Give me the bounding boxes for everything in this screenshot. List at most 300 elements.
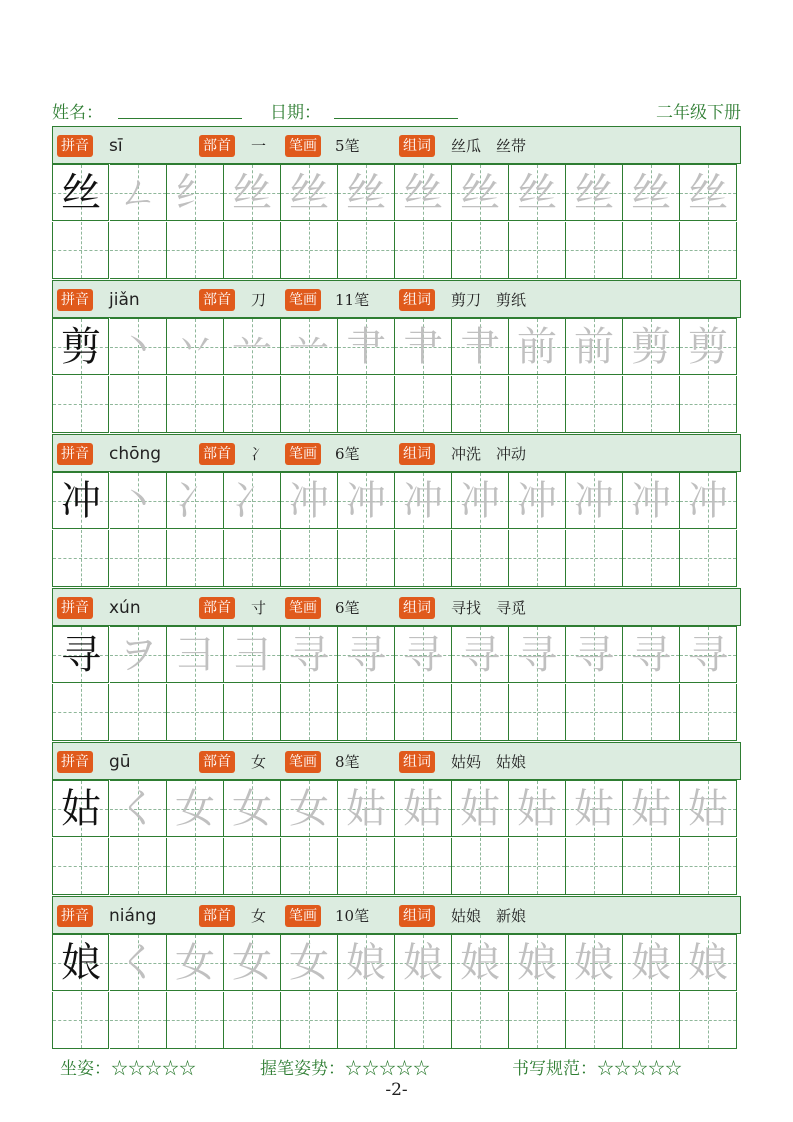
tian-grid-cell	[167, 780, 224, 837]
guide-line-vertical	[195, 222, 196, 278]
words-value: 丝瓜 丝带	[451, 137, 527, 155]
stroke-order-trace: 娘	[574, 940, 614, 986]
tian-grid-cell	[452, 164, 509, 221]
guide-line-vertical	[423, 222, 424, 278]
guide-line-vertical	[309, 376, 310, 432]
guide-line-vertical	[366, 684, 367, 740]
guide-line-vertical	[138, 684, 139, 740]
tian-grid-cell[interactable]	[281, 530, 338, 587]
tian-grid-cell	[566, 318, 623, 375]
tian-grid-cell	[509, 934, 566, 991]
tian-grid-cell[interactable]	[167, 992, 224, 1049]
model-character: 冲	[61, 478, 101, 524]
pinyin-tag: 拼音	[57, 751, 93, 773]
guide-line-vertical	[423, 530, 424, 586]
tian-grid-cell[interactable]	[281, 838, 338, 895]
character-info-bar	[52, 896, 741, 934]
tian-grid-cell[interactable]	[395, 530, 452, 587]
guide-line-vertical	[138, 838, 139, 894]
radical-tag: 部首	[199, 597, 235, 619]
model-character: 娘	[61, 940, 101, 986]
tian-grid-cell[interactable]	[623, 838, 680, 895]
radical-tag: 部首	[199, 905, 235, 927]
guide-line-vertical	[252, 838, 253, 894]
guide-line-vertical	[195, 838, 196, 894]
tian-grid-cell	[167, 164, 224, 221]
stroke-order-trace: 彐	[175, 632, 215, 678]
tian-grid-cell	[52, 164, 109, 221]
guide-line-vertical	[195, 530, 196, 586]
tian-grid-cell	[395, 164, 452, 221]
tian-grid-cell[interactable]	[224, 376, 281, 433]
tian-grid-cell	[509, 780, 566, 837]
stroke-order-trace: 纟	[175, 170, 215, 216]
stroke-order-trace: 丝	[631, 170, 671, 216]
radical-value: 寸	[251, 599, 267, 617]
stroke-order-trace: 肀	[460, 324, 500, 370]
strokes-tag: 笔画	[285, 597, 321, 619]
tian-grid-cell[interactable]	[623, 992, 680, 1049]
tian-grid-cell	[338, 472, 395, 529]
stroke-order-trace: 寻	[460, 632, 500, 678]
guide-line-vertical	[537, 992, 538, 1048]
tian-grid-cell	[566, 934, 623, 991]
tian-grid-cell	[110, 780, 167, 837]
tian-grid-cell	[224, 472, 281, 529]
tian-grid-cell	[167, 934, 224, 991]
tian-grid-cell[interactable]	[395, 992, 452, 1049]
tian-grid-cell[interactable]	[452, 530, 509, 587]
tian-grid-cell	[452, 626, 509, 683]
tian-grid-cell[interactable]	[395, 376, 452, 433]
worksheet-header	[52, 96, 741, 122]
radical-value: 冫	[251, 445, 267, 463]
name-blank[interactable]	[118, 118, 242, 119]
tian-grid-cell	[680, 626, 737, 683]
stroke-order-trace: 前	[574, 324, 614, 370]
tian-grid-cell[interactable]	[566, 222, 623, 279]
tian-grid-cell[interactable]	[52, 530, 109, 587]
strokes-value: 5笔	[335, 137, 360, 155]
tian-grid-cell[interactable]	[680, 838, 737, 895]
writing-grid	[52, 472, 741, 587]
tian-grid-cell[interactable]	[52, 992, 109, 1049]
tian-grid-cell[interactable]	[281, 684, 338, 741]
character-block	[52, 126, 741, 280]
stroke-order-trace: 女	[289, 940, 329, 986]
tian-grid-cell[interactable]	[52, 222, 109, 279]
guide-line-vertical	[480, 838, 481, 894]
strokes-value: 6笔	[335, 599, 360, 617]
guide-line-vertical	[423, 376, 424, 432]
stroke-order-trace: 寻	[517, 632, 557, 678]
tian-grid-cell	[509, 164, 566, 221]
stroke-order-trace: 女	[232, 786, 272, 832]
tian-grid-cell[interactable]	[167, 838, 224, 895]
stroke-order-trace: 姑	[517, 786, 557, 832]
guide-line-vertical	[309, 530, 310, 586]
practice-sheet	[52, 126, 741, 1046]
tian-grid-cell[interactable]	[623, 222, 680, 279]
strokes-value: 8笔	[335, 753, 360, 771]
strokes-value: 10笔	[335, 907, 370, 925]
strokes-value: 6笔	[335, 445, 360, 463]
tian-grid-cell	[623, 934, 680, 991]
tian-grid-cell	[452, 780, 509, 837]
guide-line-vertical	[195, 992, 196, 1048]
tian-grid-cell[interactable]	[566, 684, 623, 741]
guide-line-vertical	[252, 992, 253, 1048]
stroke-order-trace: 丶	[118, 324, 158, 370]
tian-grid-cell[interactable]	[338, 222, 395, 279]
stroke-order-trace: 肀	[346, 324, 386, 370]
stroke-order-trace: 娘	[460, 940, 500, 986]
stroke-order-trace: 丝	[517, 170, 557, 216]
stroke-order-trace: 娘	[346, 940, 386, 986]
character-info-bar	[52, 126, 741, 164]
character-block	[52, 588, 741, 742]
grade-label: 二年级下册	[656, 103, 741, 123]
guide-line-vertical	[480, 992, 481, 1048]
stroke-order-trace: ヲ	[118, 632, 158, 678]
tian-grid-cell[interactable]	[680, 222, 737, 279]
guide-line-vertical	[252, 376, 253, 432]
name-label: 姓名：	[52, 103, 103, 123]
tian-grid-cell[interactable]	[110, 376, 167, 433]
tian-grid-cell[interactable]	[509, 222, 566, 279]
tian-grid-cell	[338, 780, 395, 837]
guide-line-vertical	[651, 992, 652, 1048]
tian-grid-cell	[452, 472, 509, 529]
tian-grid-cell	[224, 164, 281, 221]
stroke-order-trace: 䒑	[289, 324, 329, 370]
guide-line-vertical	[81, 222, 82, 278]
tian-grid-cell	[224, 318, 281, 375]
tian-grid-cell	[566, 626, 623, 683]
date-blank[interactable]	[334, 118, 458, 119]
tian-grid-cell[interactable]	[167, 684, 224, 741]
tian-grid-cell[interactable]	[680, 992, 737, 1049]
pinyin-value: sī	[109, 136, 123, 156]
model-character: 姑	[61, 786, 101, 832]
guide-line-vertical	[195, 376, 196, 432]
words-tag: 组词	[399, 289, 435, 311]
tian-grid-cell[interactable]	[395, 222, 452, 279]
character-block	[52, 280, 741, 434]
tian-grid-cell[interactable]	[566, 376, 623, 433]
stroke-order-trace: 寻	[289, 632, 329, 678]
stroke-order-trace: 姑	[403, 786, 443, 832]
tian-grid-cell[interactable]	[167, 222, 224, 279]
pinyin-tag: 拼音	[57, 289, 93, 311]
tian-grid-cell	[509, 318, 566, 375]
tian-grid-cell[interactable]	[452, 684, 509, 741]
writing-grid	[52, 780, 741, 895]
guide-line-vertical	[537, 222, 538, 278]
tian-grid-cell[interactable]	[281, 222, 338, 279]
tian-grid-cell[interactable]	[338, 684, 395, 741]
tian-grid-cell[interactable]	[566, 992, 623, 1049]
guide-line-vertical	[480, 684, 481, 740]
radical-value: 女	[251, 753, 267, 771]
guide-line-vertical	[651, 684, 652, 740]
guide-line-vertical	[594, 992, 595, 1048]
tian-grid-cell[interactable]	[224, 684, 281, 741]
tian-grid-cell[interactable]	[167, 530, 224, 587]
tian-grid-cell	[680, 780, 737, 837]
tian-grid-cell	[680, 318, 737, 375]
stroke-order-trace: 女	[232, 940, 272, 986]
tian-grid-cell[interactable]	[52, 838, 109, 895]
tian-grid-cell[interactable]	[110, 530, 167, 587]
tian-grid-cell[interactable]	[680, 376, 737, 433]
tian-grid-cell[interactable]	[338, 992, 395, 1049]
model-character: 寻	[61, 632, 101, 678]
tian-grid-cell[interactable]	[509, 684, 566, 741]
tian-grid-cell[interactable]	[509, 376, 566, 433]
guide-line-vertical	[708, 530, 709, 586]
tian-grid-cell	[110, 934, 167, 991]
stroke-order-trace: 姑	[688, 786, 728, 832]
stroke-order-trace: 女	[175, 940, 215, 986]
tian-grid-cell	[167, 626, 224, 683]
guide-line-vertical	[81, 838, 82, 894]
tian-grid-cell[interactable]	[680, 684, 737, 741]
pinyin-value: gū	[109, 752, 131, 772]
tian-grid-cell[interactable]	[680, 530, 737, 587]
pinyin-tag: 拼音	[57, 135, 93, 157]
tian-grid-cell	[224, 626, 281, 683]
guide-line-vertical	[537, 530, 538, 586]
writing-rating: 书写规范：☆☆☆☆☆	[512, 1059, 682, 1079]
stroke-order-trace: 丝	[289, 170, 329, 216]
pinyin-value: xún	[109, 598, 141, 618]
guide-line-vertical	[366, 838, 367, 894]
tian-grid-cell	[281, 472, 338, 529]
tian-grid-cell	[52, 780, 109, 837]
radical-tag: 部首	[199, 751, 235, 773]
stroke-order-trace: 姑	[460, 786, 500, 832]
words-value: 剪刀 剪纸	[451, 291, 527, 309]
guide-line-vertical	[423, 838, 424, 894]
character-block	[52, 742, 741, 896]
tian-grid-cell	[52, 318, 109, 375]
stroke-order-trace: 娘	[688, 940, 728, 986]
tian-grid-cell[interactable]	[224, 222, 281, 279]
stroke-order-trace: 冲	[289, 478, 329, 524]
pinyin-value: chōng	[109, 444, 162, 464]
tian-grid-cell	[395, 318, 452, 375]
guide-line-vertical	[309, 684, 310, 740]
guide-line-vertical	[480, 376, 481, 432]
words-tag: 组词	[399, 135, 435, 157]
tian-grid-cell[interactable]	[509, 530, 566, 587]
stroke-order-trace: 娘	[403, 940, 443, 986]
strokes-tag: 笔画	[285, 751, 321, 773]
tian-grid-cell	[52, 472, 109, 529]
words-tag: 组词	[399, 751, 435, 773]
tian-grid-cell[interactable]	[224, 992, 281, 1049]
model-character: 丝	[61, 170, 101, 216]
strokes-tag: 笔画	[285, 289, 321, 311]
tian-grid-cell[interactable]	[224, 838, 281, 895]
sitting-rating: 坐姿：☆☆☆☆☆	[60, 1059, 196, 1079]
tian-grid-cell	[52, 934, 109, 991]
stroke-order-trace: 寻	[574, 632, 614, 678]
tian-grid-cell[interactable]	[452, 838, 509, 895]
tian-grid-cell	[110, 164, 167, 221]
stroke-order-trace: 前	[517, 324, 557, 370]
stroke-order-trace: 丝	[403, 170, 443, 216]
radical-tag: 部首	[199, 289, 235, 311]
tian-grid-cell[interactable]	[52, 684, 109, 741]
tian-grid-cell[interactable]	[623, 376, 680, 433]
tian-grid-cell[interactable]	[338, 376, 395, 433]
stroke-order-trace: 冫	[232, 478, 272, 524]
words-tag: 组词	[399, 905, 435, 927]
stroke-order-trace: 丷	[175, 324, 215, 370]
guide-line-vertical	[252, 222, 253, 278]
stroke-order-trace: 寻	[346, 632, 386, 678]
tian-grid-cell	[110, 626, 167, 683]
tian-grid-cell[interactable]	[395, 838, 452, 895]
guide-line-vertical	[537, 838, 538, 894]
tian-grid-cell[interactable]	[110, 222, 167, 279]
guide-line-vertical	[81, 684, 82, 740]
guide-line-vertical	[366, 376, 367, 432]
pinyin-tag: 拼音	[57, 597, 93, 619]
tian-grid-cell[interactable]	[224, 530, 281, 587]
stroke-order-trace: 女	[175, 786, 215, 832]
tian-grid-cell	[566, 164, 623, 221]
tian-grid-cell[interactable]	[110, 684, 167, 741]
tian-grid-cell	[509, 626, 566, 683]
tian-grid-cell[interactable]	[566, 838, 623, 895]
stroke-order-trace: 冫	[175, 478, 215, 524]
guide-line-vertical	[309, 992, 310, 1048]
guide-line-vertical	[708, 838, 709, 894]
stroke-order-trace: 丝	[574, 170, 614, 216]
radical-value: 一	[251, 137, 267, 155]
guide-line-vertical	[594, 530, 595, 586]
tian-grid-cell	[452, 318, 509, 375]
tian-grid-cell[interactable]	[623, 684, 680, 741]
guide-line-vertical	[81, 530, 82, 586]
tian-grid-cell	[338, 318, 395, 375]
tian-grid-cell	[52, 626, 109, 683]
tian-grid-cell[interactable]	[338, 838, 395, 895]
stroke-order-trace: 剪	[688, 324, 728, 370]
guide-line-vertical	[651, 376, 652, 432]
tian-grid-cell[interactable]	[452, 222, 509, 279]
tian-grid-cell[interactable]	[395, 684, 452, 741]
stroke-order-trace: 丝	[232, 170, 272, 216]
tian-grid-cell	[680, 934, 737, 991]
tian-grid-cell	[680, 164, 737, 221]
character-info-bar	[52, 280, 741, 318]
guide-line-vertical	[708, 684, 709, 740]
writing-grid	[52, 318, 741, 433]
stroke-order-trace: 丝	[346, 170, 386, 216]
stroke-order-trace: く	[118, 940, 158, 986]
words-value: 姑娘 新娘	[451, 907, 527, 925]
pinyin-value: jiǎn	[109, 290, 140, 310]
stroke-order-trace: 丝	[688, 170, 728, 216]
tian-grid-cell[interactable]	[281, 992, 338, 1049]
character-info-bar	[52, 742, 741, 780]
tian-grid-cell[interactable]	[338, 530, 395, 587]
self-evaluation-footer	[60, 1054, 740, 1080]
tian-grid-cell	[338, 164, 395, 221]
tian-grid-cell[interactable]	[167, 376, 224, 433]
guide-line-vertical	[480, 222, 481, 278]
guide-line-vertical	[81, 376, 82, 432]
guide-line-vertical	[252, 530, 253, 586]
pinyin-tag: 拼音	[57, 443, 93, 465]
guide-line-vertical	[537, 684, 538, 740]
tian-grid-cell	[167, 318, 224, 375]
guide-line-vertical	[252, 684, 253, 740]
tian-grid-cell	[224, 780, 281, 837]
stroke-order-trace: 寻	[403, 632, 443, 678]
guide-line-vertical	[708, 992, 709, 1048]
radical-tag: 部首	[199, 443, 235, 465]
guide-line-vertical	[366, 530, 367, 586]
tian-grid-cell[interactable]	[566, 530, 623, 587]
guide-line-vertical	[594, 684, 595, 740]
stroke-order-trace: 冲	[688, 478, 728, 524]
character-block	[52, 434, 741, 588]
stroke-order-trace: 姑	[346, 786, 386, 832]
tian-grid-cell	[167, 472, 224, 529]
tian-grid-cell[interactable]	[452, 992, 509, 1049]
guide-line-vertical	[138, 530, 139, 586]
stroke-order-trace: 丶	[118, 478, 158, 524]
stroke-order-trace: 冲	[574, 478, 614, 524]
guide-line-vertical	[651, 530, 652, 586]
strokes-tag: 笔画	[285, 905, 321, 927]
guide-line-vertical	[594, 376, 595, 432]
strokes-tag: 笔画	[285, 135, 321, 157]
writing-grid	[52, 934, 741, 1049]
tian-grid-cell	[281, 164, 338, 221]
tian-grid-cell[interactable]	[509, 838, 566, 895]
tian-grid-cell[interactable]	[52, 376, 109, 433]
stroke-order-trace: 冲	[460, 478, 500, 524]
guide-line-vertical	[594, 222, 595, 278]
words-tag: 组词	[399, 597, 435, 619]
tian-grid-cell[interactable]	[110, 992, 167, 1049]
tian-grid-cell[interactable]	[452, 376, 509, 433]
guide-line-vertical	[366, 992, 367, 1048]
tian-grid-cell	[623, 318, 680, 375]
stroke-order-trace: 寻	[688, 632, 728, 678]
tian-grid-cell[interactable]	[623, 530, 680, 587]
page-number: -2-	[385, 1080, 408, 1100]
tian-grid-cell	[395, 472, 452, 529]
tian-grid-cell[interactable]	[281, 376, 338, 433]
character-info-bar	[52, 588, 741, 626]
stroke-order-trace: く	[118, 786, 158, 832]
tian-grid-cell	[338, 934, 395, 991]
tian-grid-cell[interactable]	[509, 992, 566, 1049]
strokes-tag: 笔画	[285, 443, 321, 465]
guide-line-vertical	[138, 376, 139, 432]
stroke-order-trace: 冲	[403, 478, 443, 524]
stroke-order-trace: 丝	[460, 170, 500, 216]
guide-line-vertical	[651, 838, 652, 894]
tian-grid-cell[interactable]	[110, 838, 167, 895]
